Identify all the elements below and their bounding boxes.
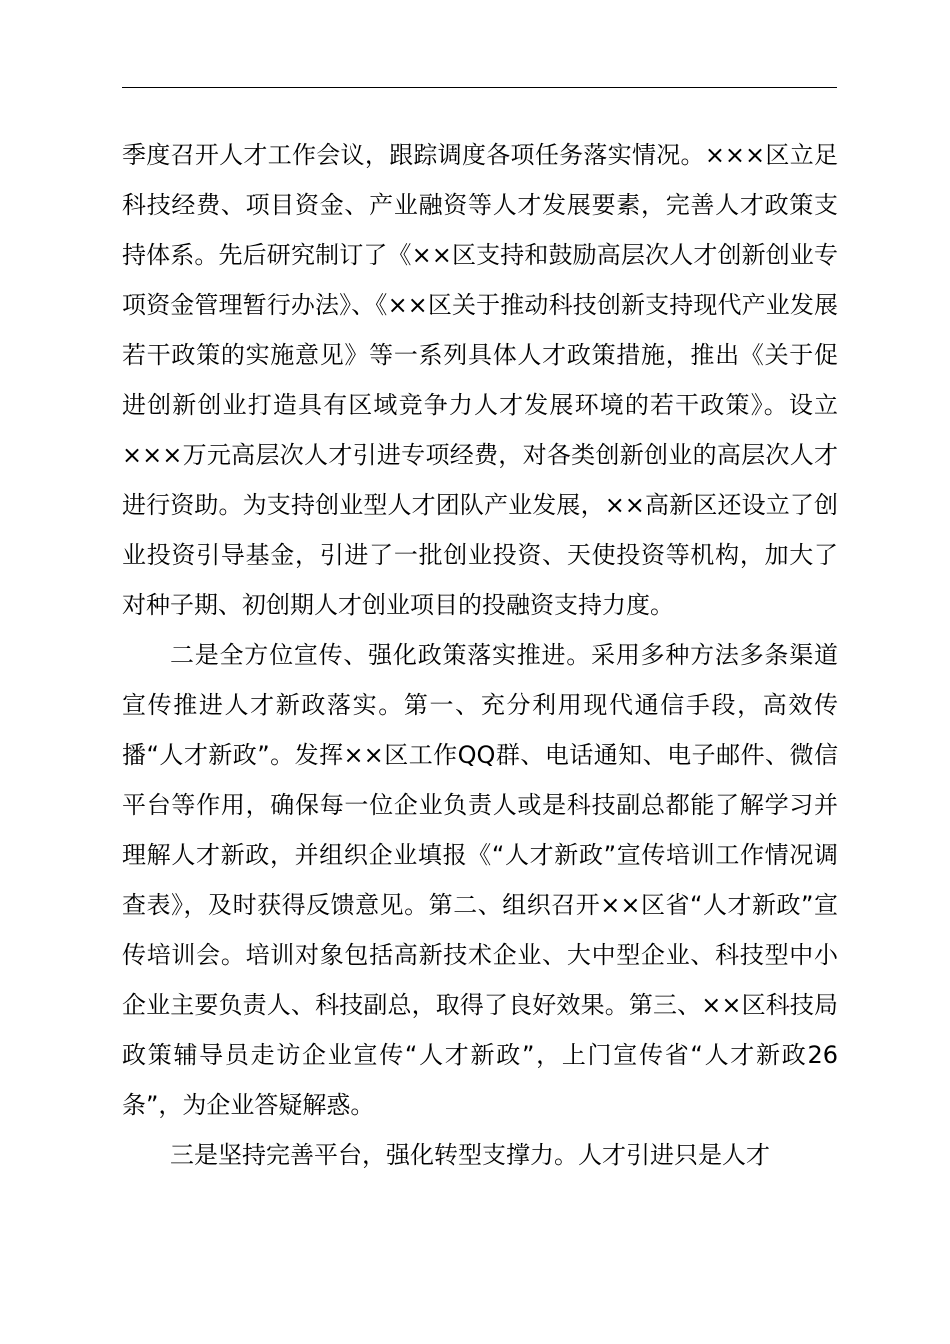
paragraph-continuation: 季度召开人才工作会议，跟踪调度各项任务落实情况。×××区立足科技经费、项目资金、产业融资等人才发展要素，完善人才政策支持体系。先后研究制订了《××区支持和鼓励高层次人才创新创业专项资金管理暂行办法》、《××区关于推动科技创新支持现代产业发展若干政策的实施意见》等一系列具体人才政策措施，推出《关于促进创新创业打造具有区域竞争力人才发展环境的若干政策》。设立×××万元高层次人才引进专项经费，对各类创新创业的高层次人才进行资助。为支持创业型人才团队产业发展，××高新区还设立了创业投资引导基金，引进了一批创业投资、天使投资等机构，加大了对种子期、初创期人才创业项目的投融资支持力度。 [122, 141, 838, 619]
body-text [122, 130, 838, 1180]
paragraph-publicity: 二是全方位宣传、强化政策落实推进。采用多种方法多条渠道宣传推进人才新政落实。第一、充分利用现代通信手段，高效传播“人才新政”。发挥××区工作QQ群、电话通知、电子邮件、微信平台等作用，确保每一位企业负责人或是科技副总都能了解学习并理解人才新政，并组织企业填报《“人才新政”宣传培训工作情况调查表》，及时获得反馈意见。第二、组织召开××区省“人才新政”宣传培训会。培训对象包括高新技术企业、大中型企业、科技型中小企业主要负责人、科技副总，取得了良好效果。第三、××区科技局政策辅导员走访企业宣传“人才新政”，上门宣传省“人才新政26条”，为企业答疑解惑。 [122, 641, 838, 1119]
paragraph-platform: 三是坚持完善平台，强化转型支撑力。人才引进只是人才 [170, 1141, 770, 1169]
header-rule [122, 87, 837, 88]
